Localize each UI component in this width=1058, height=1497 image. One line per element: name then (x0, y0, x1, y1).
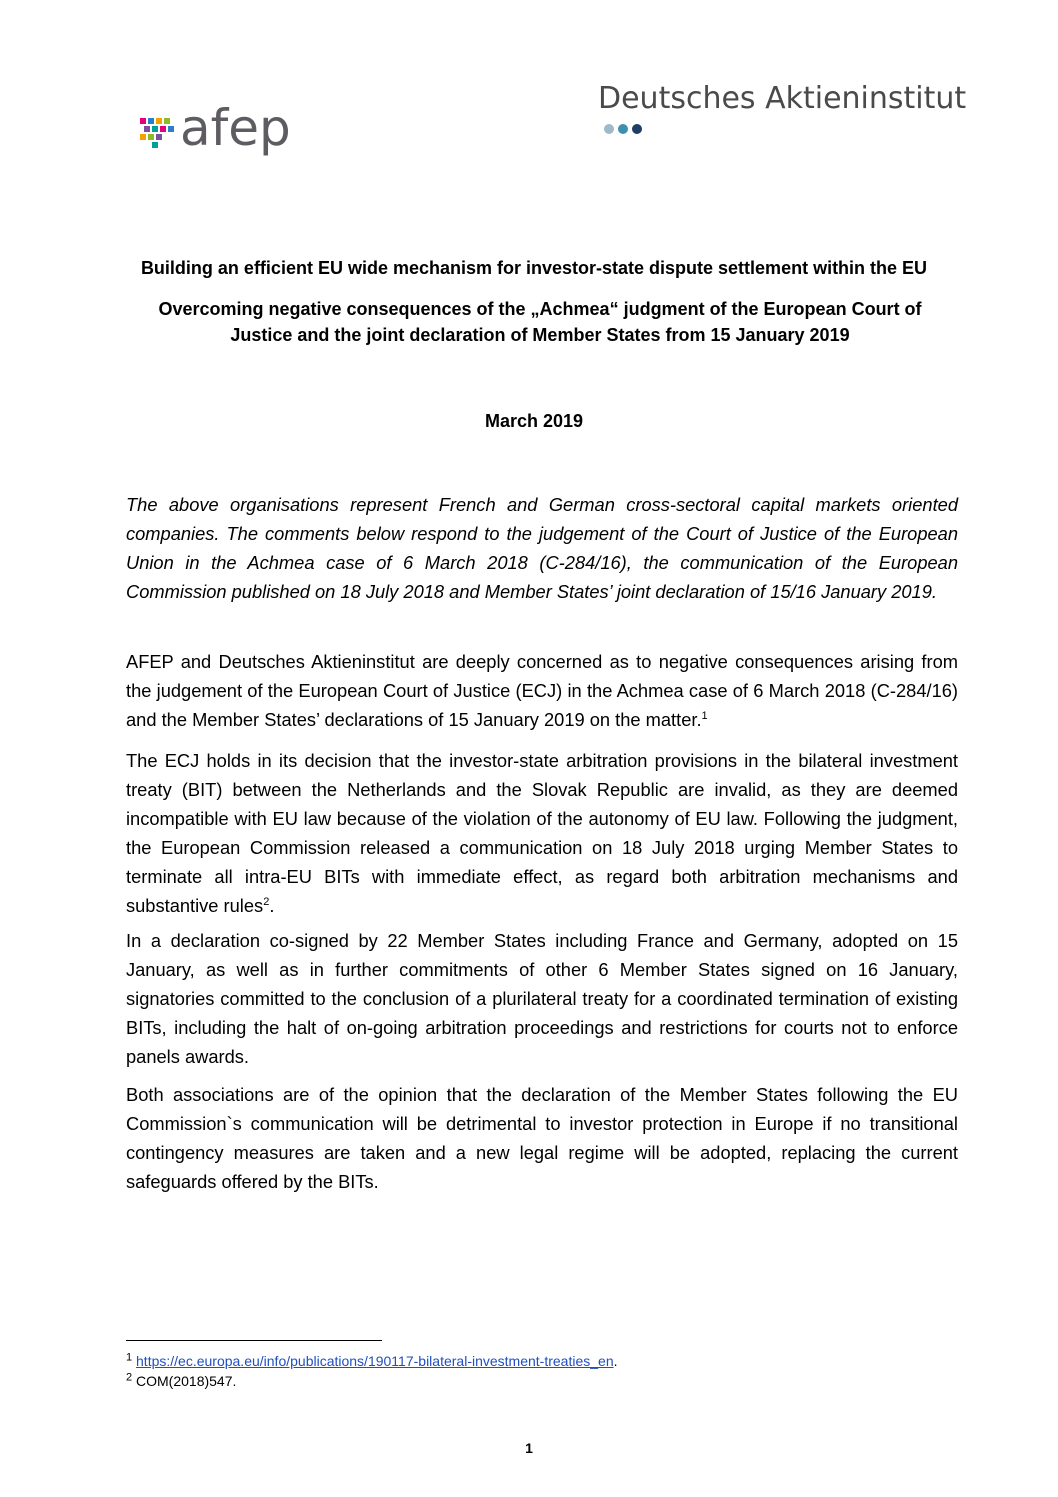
footnote-ref-2[interactable]: 2 (263, 895, 270, 908)
paragraph-1-text: AFEP and Deutsches Aktieninstitut are deeply concerned as to negative consequences arising from the judgement of the European Court of Justice (ECJ) in the Achmea case of 6 March 2018 (C-284/16) and the Member States’ declarations of 15 January 2019 on the matter. (126, 651, 958, 730)
document-date: March 2019 (484, 411, 584, 431)
footnote-divider (126, 1340, 382, 1341)
dai-logo-dots (604, 124, 642, 134)
paragraph-2 (126, 746, 958, 920)
document-subtitle: Overcoming negative consequences of the „Achmea“ judgment of the European Court of Justice and the joint declaration of Member States from 15 January 2019 (158, 299, 922, 345)
intro-paragraph: The above organisations represent French and German cross-sectoral capital markets oriented companies. The comments below respond to the judgement of the Court of Justice of the European Union in the Achmea case of 6 March 2018 (C-284/16), the communication of the European Commission published on 18 July 2018 and Member States’ joint declaration of 15/16 January 2019. (126, 494, 958, 602)
footnote-2-mark: 2 (126, 1371, 133, 1384)
document-title: Building an efficient EU wide mechanism for investor-state dispute settlement within the EU (140, 258, 928, 278)
paragraph-4: Both associations are of the opinion that the declaration of the Member States following the EU Commission`s communication will be detrimental to investor protection in Europe if no transitional contingency measures are taken and a new legal regime will be adopted, replacing the current safeguards offered by the BITs. (126, 1084, 958, 1192)
dai-logo-text: Deutsches Aktieninstitut (598, 81, 967, 116)
footnote-1-mark: 1 (126, 1351, 133, 1364)
page-number: 1 (525, 1440, 533, 1456)
paragraph-1 (126, 647, 958, 734)
footnote-1-link[interactable]: https://ec.europa.eu/info/publications/190117-bilateral-investment-treaties_en (136, 1353, 614, 1369)
footnote-1 (126, 1352, 618, 1370)
afep-logo-text: afep (180, 99, 291, 157)
dai-logo (598, 81, 967, 144)
footnote-1-end: . (613, 1353, 618, 1369)
footnote-ref-1[interactable]: 1 (701, 709, 708, 722)
afep-logo (140, 88, 291, 168)
footnote-2 (126, 1372, 236, 1390)
afep-logo-mark (140, 108, 176, 148)
paragraph-3: In a declaration co-signed by 22 Member States including France and Germany, adopted on 15 January, as well as in further commitments of other 6 Member States signed on 16 January, signatories committed to the conclusion of a plurilateral treaty for a coordinated termination of existing BITs, including the halt of on-going arbitration proceedings and restrictions for courts not to enforce panels awards. (126, 930, 958, 1067)
paragraph-2-text: The ECJ holds in its decision that the investor-state arbitration provisions in the bilateral investment treaty (BIT) between the Netherlands and the Slovak Republic are invalid, as they are deemed incompatible with EU law because of the violation of the autonomy of EU law. Following the judgment, the European Commission released a communication on 18 July 2018 urging Member States to terminate all intra-EU BITs with immediate effect, as regard both arbitration mechanisms and substantive rules (126, 750, 958, 916)
paragraph-2-end: . (269, 895, 275, 916)
footnote-2-text: COM(2018)547. (136, 1373, 237, 1389)
